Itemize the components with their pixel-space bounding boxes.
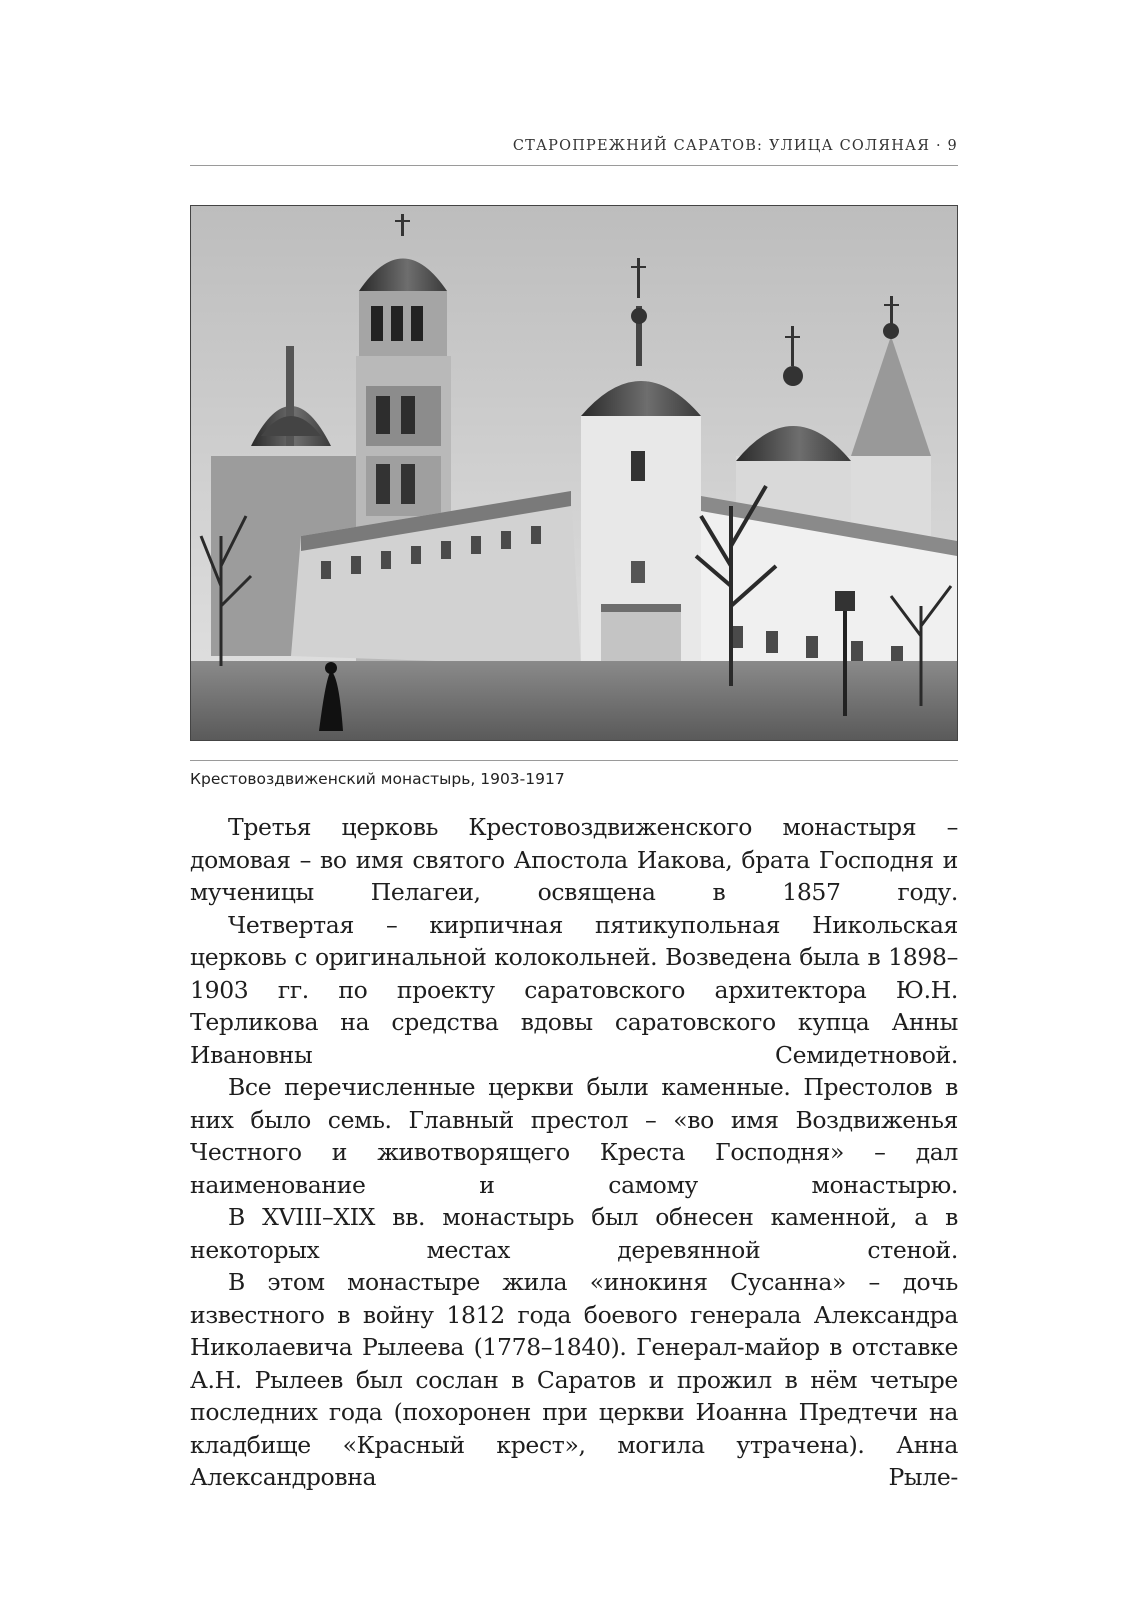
nun-head (325, 662, 337, 674)
paragraph: Четвертая – кирпичная пятикупольная Никольская церковь с оригинальной колокольней. Возведена была в 1898–1903 гг. по проекту саратовского архитектора Ю.Н. Терликова на средства вдовы саратовского купца Анны Ивановны Семидетновой. (190, 910, 958, 1069)
body-text (190, 811, 958, 1494)
monastery-photo-illustration (191, 206, 957, 740)
paragraph: Все перечисленные церкви были каменные. Престолов в них было семь. Главный престол – «во имя Воздвиженья Честного и животворящего Креста Господня» – дал наименование и самому монастырю. (190, 1073, 958, 1199)
paragraph: В этом монастыре жила «инокиня Сусанна» – дочь известного в войну 1812 года боевого генерала Александра Николаевича Рылеева (1778–1840). Генерал-майор в отставке А.Н. Рылеев был сослан в Саратов и прожил в нём четыре последних года (похоронен при церкви Иоанна Предтечи на кладбище «Красный крест», могила утрачена). Анна Александровна Рыле- (190, 1268, 958, 1491)
figure-caption: Крестовоздвиженский монастырь, 1903-1917 (190, 770, 565, 788)
running-header: СТАРОПРЕЖНИЙ САРАТОВ: УЛИЦА СОЛЯНАЯ · 9 (512, 138, 958, 154)
street-ground (191, 661, 957, 740)
caption-divider (190, 760, 958, 761)
paragraph: В XVIII–XIX вв. монастырь был обнесен каменной, а в некоторых местах деревянной стеной. (190, 1203, 958, 1264)
header-divider (190, 165, 958, 166)
monastery-photo (190, 205, 958, 741)
paragraph: Третья церковь Крестовоздвиженского монастыря – домовая – во имя святого Апостола Иакова, брата Господня и мученицы Пелагеи, освящена в 1857 году. (190, 813, 958, 906)
